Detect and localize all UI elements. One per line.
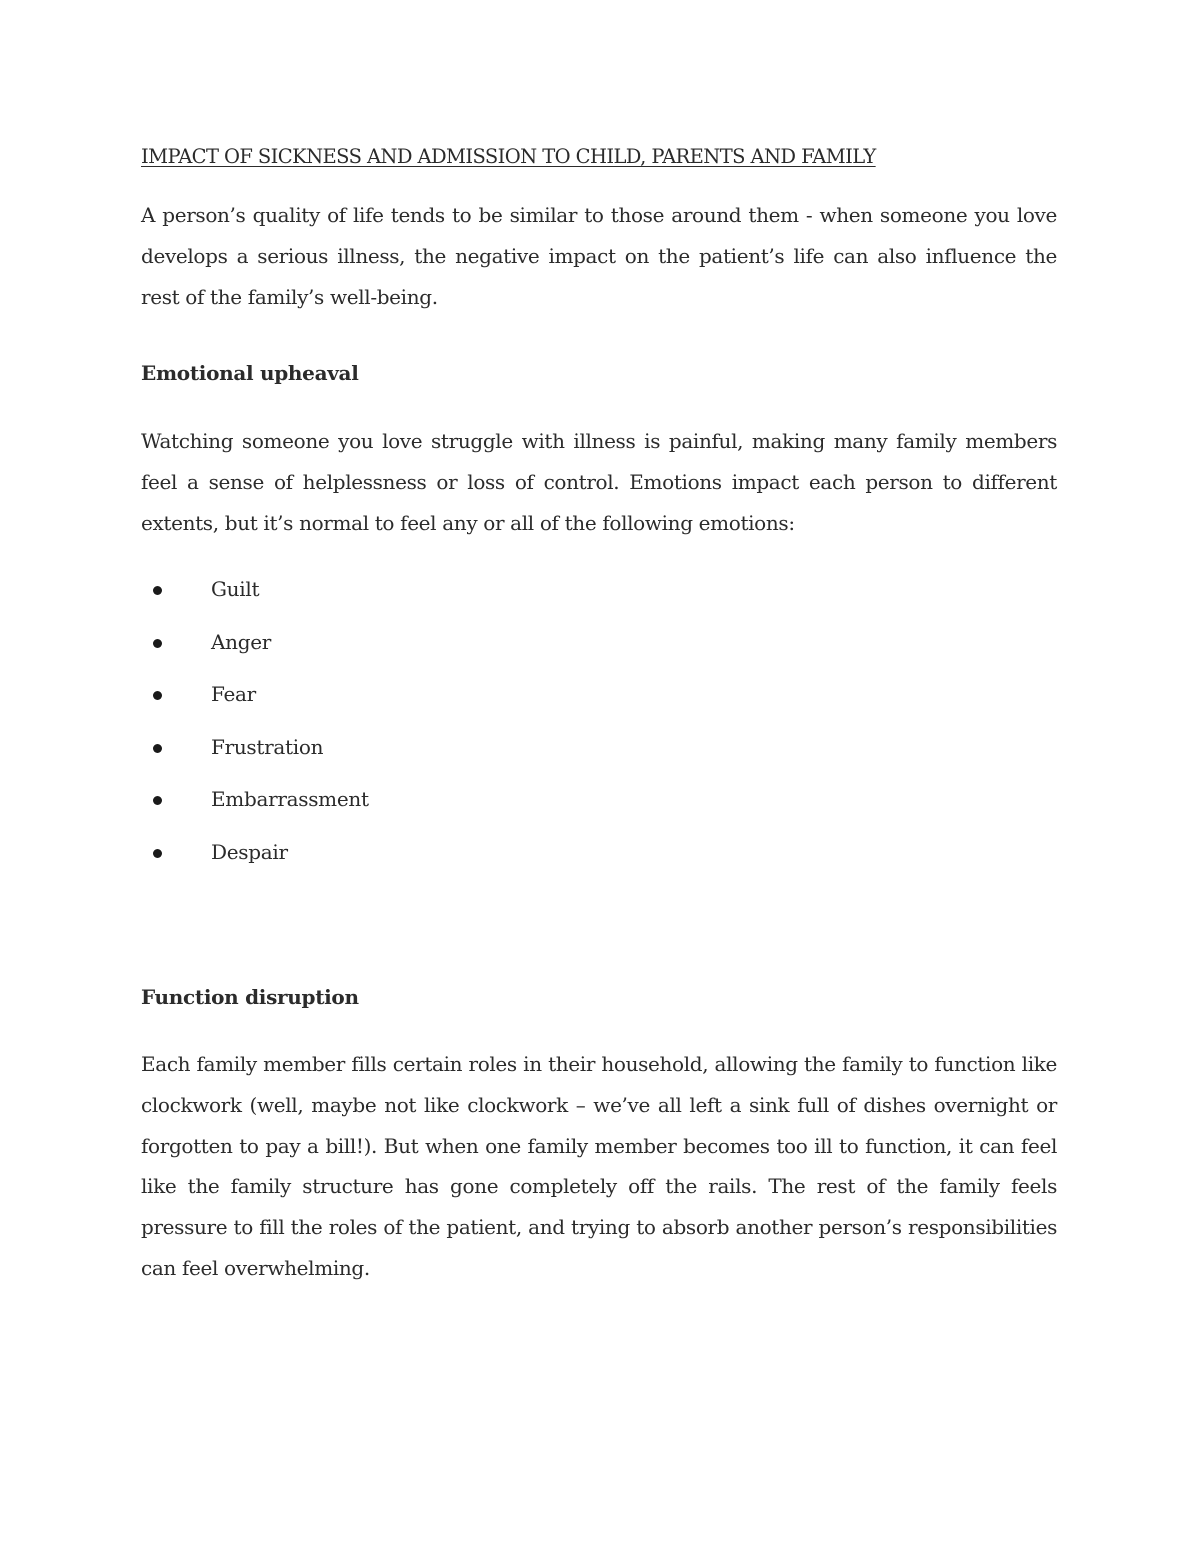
list-item-text: Guilt xyxy=(211,577,260,601)
list-item-text: Despair xyxy=(211,839,288,864)
function-disruption-paragraph: Each family member fills certain roles in their household, allowing the family to function like clockwork (well, maybe not like clockwork – we’ve all left a sink full of dishes overnight or forgotten to pay a bill!). But when one family member becomes too ill to function, it can feel like the family structure has gone completely off the rails. The rest of the family feels pressure to fill the roles of the patient, and trying to absorb another person’s responsibilities can feel overwhelming. xyxy=(141,1052,1057,1280)
bullet-icon xyxy=(153,744,162,753)
section-heading-function-disruption: Function disruption xyxy=(141,985,359,1009)
document-title: IMPACT OF SICKNESS AND ADMISSION TO CHILD, PARENTS AND FAMILY xyxy=(141,145,876,168)
bullet-icon xyxy=(153,796,162,805)
bullet-icon xyxy=(153,691,162,700)
emotional-upheaval-paragraph: Watching someone you love struggle with illness is painful, making many family members feel a sense of helplessness or loss of control. Emotions impact each person to different extents, but it’s normal to feel any or all of the following emotions: xyxy=(141,429,1057,535)
intro-paragraph: A person’s quality of life tends to be similar to those around them - when someone you love develops a serious illness, the negative impact on the patient’s life can also influence the rest of the family’s well-being. xyxy=(141,203,1057,309)
section-heading-emotional-upheaval: Emotional upheaval xyxy=(141,361,359,385)
list-item-text: Anger xyxy=(211,629,272,654)
bullet-icon xyxy=(153,586,162,595)
bullet-icon xyxy=(153,849,162,858)
list-item-text: Frustration xyxy=(211,734,324,759)
list-item-text: Fear xyxy=(211,682,256,706)
bullet-icon xyxy=(153,639,162,648)
list-item-text: Embarrassment xyxy=(211,787,369,811)
